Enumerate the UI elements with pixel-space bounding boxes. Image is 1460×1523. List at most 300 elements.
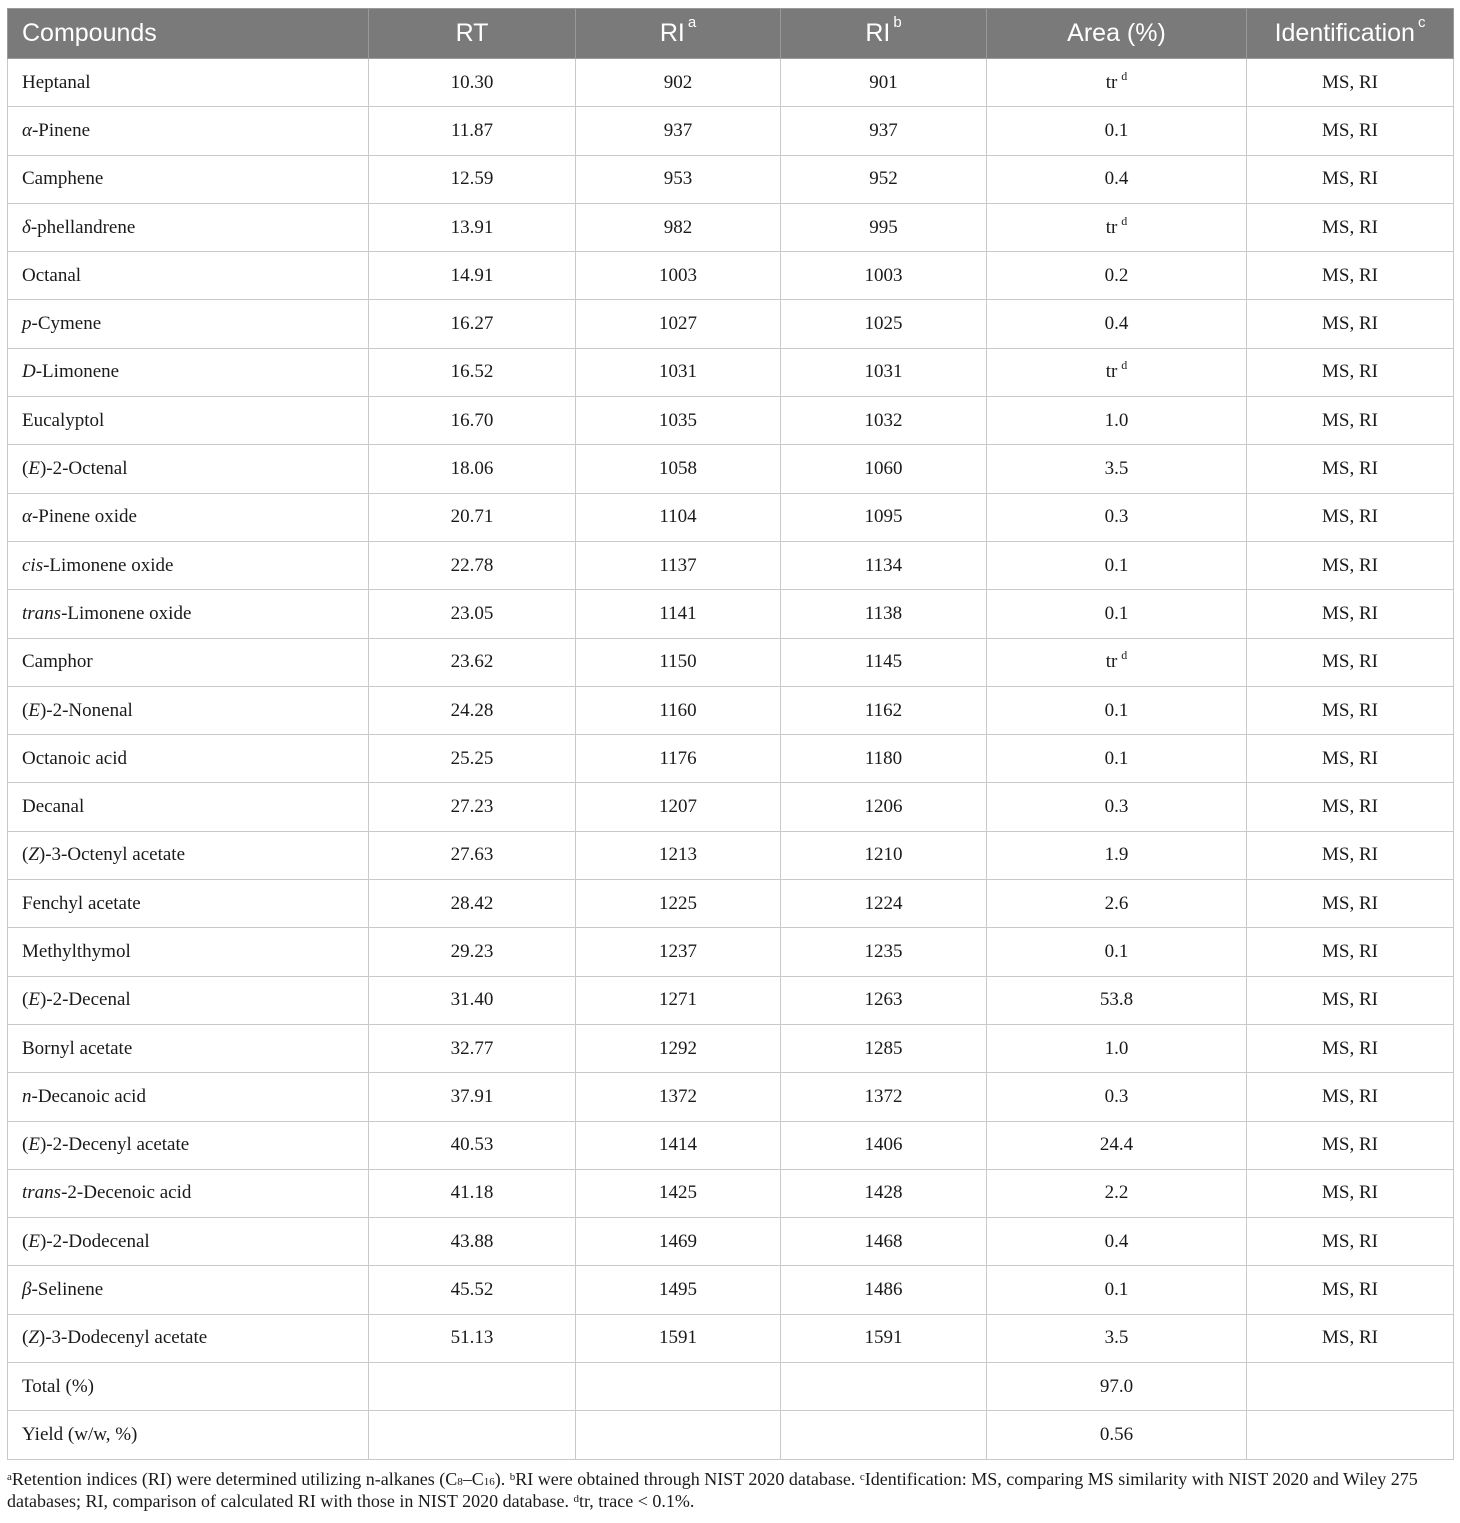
compound-name-part: Yield (w/w, %) (22, 1423, 138, 1445)
area-cell (987, 1363, 1247, 1411)
ri-b-cell: 1406 (781, 1121, 987, 1169)
header-ri-a: RI $^a$ (576, 9, 781, 59)
area-value: 97.0 (1099, 1375, 1134, 1397)
area-value: tr (1105, 216, 1118, 238)
rt-cell: 40.53 (369, 1121, 576, 1169)
rt-cell: 11.87 (369, 107, 576, 155)
identification-cell: MS, RI (1247, 1266, 1454, 1314)
footnote-text: Retention indices (RI) were determined utilizing n-alkanes (C (11, 1469, 458, 1489)
compound-name-part: Methylthymol (22, 940, 131, 962)
compound-name-part: ( (22, 458, 29, 480)
compound-name-part: -Limonene (35, 361, 120, 383)
area-value: 0.4 (1104, 313, 1129, 335)
rt-cell: 18.06 (369, 445, 576, 493)
footnote-text: b (509, 1471, 516, 1483)
ri-b-cell: 1025 (781, 300, 987, 348)
compound-name-part: E (28, 458, 40, 480)
area-cell (987, 976, 1247, 1024)
area-value: 3.5 (1104, 1327, 1129, 1349)
header-rt: RT (369, 9, 576, 59)
compound-name-part: α (22, 506, 32, 528)
compound-name-cell (8, 1218, 369, 1266)
area-value: 1.0 (1104, 409, 1129, 431)
footnote-text: RI were obtained through NIST 2020 database. (515, 1469, 860, 1489)
compound-name-part: cis (22, 554, 44, 576)
compound-name-cell (8, 1266, 369, 1314)
area-value: 2.6 (1104, 892, 1129, 914)
compound-name-part: ( (22, 699, 29, 721)
area-footnote-mark: d (1121, 648, 1128, 663)
compound-name-part: Bornyl acetate (22, 1037, 133, 1059)
compound-name-cell (8, 493, 369, 541)
ri-a-cell: 1207 (576, 783, 781, 831)
compound-name-cell (8, 541, 369, 589)
compound-name-part: -Limonene oxide (61, 602, 192, 624)
area-cell (987, 783, 1247, 831)
area-cell (987, 590, 1247, 638)
rt-cell: 16.52 (369, 348, 576, 396)
area-cell (987, 541, 1247, 589)
compound-name-cell (8, 1024, 369, 1072)
compound-name-part: Fenchyl acetate (22, 892, 141, 914)
ri-b-cell: 1162 (781, 686, 987, 734)
compound-name-part: )-2-Octenal (39, 458, 128, 480)
ri-b-cell: 1095 (781, 493, 987, 541)
compound-name-part: -Pinene oxide (31, 506, 137, 528)
compound-name-part: E (28, 1134, 40, 1156)
identification-cell: MS, RI (1247, 976, 1454, 1024)
rt-cell: 28.42 (369, 880, 576, 928)
compound-name-part: trans (22, 1182, 62, 1204)
ri-a-cell: 1035 (576, 397, 781, 445)
rt-cell (369, 1363, 576, 1411)
table-row (8, 1169, 1454, 1217)
ri-b-cell: 1206 (781, 783, 987, 831)
table-row (8, 1411, 1454, 1459)
area-value: 0.4 (1104, 168, 1129, 190)
area-cell (987, 59, 1247, 107)
rt-cell: 41.18 (369, 1169, 576, 1217)
area-cell (987, 1314, 1247, 1362)
table-header-row (8, 9, 1454, 59)
identification-cell (1247, 1411, 1454, 1459)
compound-name-cell (8, 1169, 369, 1217)
ri-a-cell: 1469 (576, 1218, 781, 1266)
rt-cell: 13.91 (369, 203, 576, 251)
ri-b-cell: 1145 (781, 638, 987, 686)
area-cell (987, 1266, 1247, 1314)
footnote-text: tr, trace < 0.1%. (579, 1491, 695, 1511)
ri-b-cell (781, 1363, 987, 1411)
ri-a-cell: 1058 (576, 445, 781, 493)
header-area: Area (%) (987, 9, 1247, 59)
compound-name-part: )-2-Decenal (39, 989, 131, 1011)
compound-name-part: )-3-Dodecenyl acetate (38, 1327, 208, 1349)
area-value: tr (1105, 361, 1118, 383)
ri-a-cell: 1141 (576, 590, 781, 638)
footnote-text: c (859, 1471, 865, 1483)
identification-cell: MS, RI (1247, 300, 1454, 348)
table-row (8, 735, 1454, 783)
ri-b-cell: 1486 (781, 1266, 987, 1314)
footnote-text: 16 (483, 1476, 495, 1488)
area-value: 0.1 (1104, 940, 1129, 962)
footnote-text: a (7, 1471, 12, 1483)
ri-a-cell: 1137 (576, 541, 781, 589)
area-value: 0.1 (1104, 602, 1129, 624)
ri-a-cell: 1104 (576, 493, 781, 541)
compound-name-cell (8, 686, 369, 734)
compound-name-part: α (22, 119, 32, 141)
table-row (8, 976, 1454, 1024)
ri-a-cell: 1003 (576, 252, 781, 300)
identification-cell: MS, RI (1247, 735, 1454, 783)
area-footnote-mark: d (1121, 213, 1128, 228)
compound-name-cell (8, 1411, 369, 1459)
identification-cell: MS, RI (1247, 1121, 1454, 1169)
area-cell (987, 1169, 1247, 1217)
compound-name-cell (8, 928, 369, 976)
rt-cell: 31.40 (369, 976, 576, 1024)
compound-name-cell (8, 155, 369, 203)
compound-name-part: Decanal (22, 796, 85, 818)
table-row (8, 1121, 1454, 1169)
table-row (8, 252, 1454, 300)
identification-cell: MS, RI (1247, 686, 1454, 734)
compound-name-part: Camphor (22, 651, 93, 673)
rt-cell: 23.62 (369, 638, 576, 686)
area-cell (987, 252, 1247, 300)
ri-b-cell: 1003 (781, 252, 987, 300)
table-footnote (7, 1468, 1453, 1512)
area-value: tr (1105, 71, 1118, 93)
identification-cell: MS, RI (1247, 1314, 1454, 1362)
compound-name-cell (8, 976, 369, 1024)
compound-name-part: δ (22, 216, 31, 238)
area-value: tr (1105, 651, 1118, 673)
table-row (8, 638, 1454, 686)
table-row (8, 1218, 1454, 1266)
compound-name-cell (8, 203, 369, 251)
table-row (8, 783, 1454, 831)
identification-cell: MS, RI (1247, 1169, 1454, 1217)
ri-b-cell: 1224 (781, 880, 987, 928)
compound-name-cell (8, 252, 369, 300)
footnote-text: 8 (457, 1476, 463, 1488)
identification-cell: MS, RI (1247, 445, 1454, 493)
ri-b-cell: 901 (781, 59, 987, 107)
area-cell (987, 203, 1247, 251)
table-row (8, 686, 1454, 734)
identification-cell: MS, RI (1247, 203, 1454, 251)
area-value: 3.5 (1104, 458, 1129, 480)
area-value: 0.1 (1104, 699, 1129, 721)
compound-name-cell (8, 590, 369, 638)
compound-name-cell (8, 1073, 369, 1121)
area-value: 0.1 (1104, 1279, 1129, 1301)
compound-name-part: ( (22, 1327, 29, 1349)
area-value: 24.4 (1099, 1134, 1134, 1156)
table-row (8, 59, 1454, 107)
area-value: 0.3 (1104, 506, 1129, 528)
compound-name-part: p (22, 313, 32, 335)
area-cell (987, 1073, 1247, 1121)
table-row (8, 493, 1454, 541)
ri-b-cell: 1372 (781, 1073, 987, 1121)
ri-a-cell: 1160 (576, 686, 781, 734)
area-cell (987, 300, 1247, 348)
ri-b-cell: 1180 (781, 735, 987, 783)
table-row (8, 155, 1454, 203)
rt-cell: 29.23 (369, 928, 576, 976)
identification-cell: MS, RI (1247, 541, 1454, 589)
identification-cell: MS, RI (1247, 493, 1454, 541)
compound-name-part: Total (%) (22, 1375, 95, 1397)
identification-cell: MS, RI (1247, 348, 1454, 396)
ri-a-cell: 1292 (576, 1024, 781, 1072)
area-cell (987, 638, 1247, 686)
compound-name-part: )-2-Decenyl acetate (39, 1134, 190, 1156)
ri-b-cell: 1032 (781, 397, 987, 445)
ri-a-cell: 1414 (576, 1121, 781, 1169)
table-row (8, 203, 1454, 251)
rt-cell: 20.71 (369, 493, 576, 541)
rt-cell: 22.78 (369, 541, 576, 589)
identification-cell: MS, RI (1247, 590, 1454, 638)
identification-cell: MS, RI (1247, 1073, 1454, 1121)
area-value: 0.4 (1104, 1230, 1129, 1252)
compound-name-part: Camphene (22, 168, 104, 190)
ri-a-cell: 953 (576, 155, 781, 203)
table-row (8, 1314, 1454, 1362)
ri-a-cell: 1372 (576, 1073, 781, 1121)
ri-a-cell (576, 1363, 781, 1411)
compound-name-part: n (22, 1085, 32, 1107)
area-value: 0.1 (1104, 747, 1129, 769)
table-row (8, 928, 1454, 976)
ri-b-cell: 952 (781, 155, 987, 203)
area-value: 0.56 (1099, 1423, 1134, 1445)
rt-cell: 32.77 (369, 1024, 576, 1072)
area-cell (987, 397, 1247, 445)
rt-cell: 51.13 (369, 1314, 576, 1362)
table-row (8, 1266, 1454, 1314)
ri-a-cell: 902 (576, 59, 781, 107)
ri-a-cell: 1237 (576, 928, 781, 976)
area-cell (987, 1024, 1247, 1072)
compound-name-cell (8, 397, 369, 445)
identification-cell: MS, RI (1247, 1024, 1454, 1072)
footnote-text: ). (494, 1469, 510, 1489)
ri-a-cell (576, 1411, 781, 1459)
area-value: 1.0 (1104, 1037, 1129, 1059)
compound-name-part: )-2-Dodecenal (39, 1230, 150, 1252)
ri-a-cell: 1176 (576, 735, 781, 783)
compound-name-cell (8, 107, 369, 155)
header-identification: Identification $^c$ (1247, 9, 1454, 59)
area-cell (987, 155, 1247, 203)
header-compounds: Compounds (8, 9, 369, 59)
area-value: 0.3 (1104, 1085, 1129, 1107)
ri-a-cell: 1495 (576, 1266, 781, 1314)
area-value: 0.1 (1104, 554, 1129, 576)
ri-b-cell: 1591 (781, 1314, 987, 1362)
identification-cell: MS, RI (1247, 880, 1454, 928)
area-cell (987, 1218, 1247, 1266)
rt-cell: 25.25 (369, 735, 576, 783)
area-value: 2.2 (1104, 1182, 1129, 1204)
rt-cell (369, 1411, 576, 1459)
rt-cell: 12.59 (369, 155, 576, 203)
ri-b-cell: 995 (781, 203, 987, 251)
rt-cell: 16.27 (369, 300, 576, 348)
rt-cell: 27.63 (369, 831, 576, 879)
compound-name-cell (8, 831, 369, 879)
area-value: 0.3 (1104, 796, 1129, 818)
compound-name-cell (8, 1121, 369, 1169)
table-row (8, 445, 1454, 493)
ri-a-cell: 1425 (576, 1169, 781, 1217)
identification-cell: MS, RI (1247, 928, 1454, 976)
ri-b-cell (781, 1411, 987, 1459)
area-footnote-mark: d (1121, 68, 1128, 83)
compound-name-part: Z (28, 844, 39, 866)
compound-name-part: )-3-Octenyl acetate (38, 844, 186, 866)
rt-cell: 43.88 (369, 1218, 576, 1266)
ri-a-cell: 1213 (576, 831, 781, 879)
table-row (8, 541, 1454, 589)
table-row (8, 831, 1454, 879)
ri-a-cell: 982 (576, 203, 781, 251)
rt-cell: 14.91 (369, 252, 576, 300)
identification-cell (1247, 1363, 1454, 1411)
ri-b-cell: 937 (781, 107, 987, 155)
compound-name-cell (8, 348, 369, 396)
area-cell (987, 1411, 1247, 1459)
ri-a-cell: 1591 (576, 1314, 781, 1362)
ri-b-cell: 1235 (781, 928, 987, 976)
area-cell (987, 735, 1247, 783)
table-row (8, 300, 1454, 348)
compound-name-cell (8, 1314, 369, 1362)
ri-b-cell: 1263 (781, 976, 987, 1024)
rt-cell: 24.28 (369, 686, 576, 734)
ri-b-cell: 1031 (781, 348, 987, 396)
identification-cell: MS, RI (1247, 252, 1454, 300)
area-cell (987, 1121, 1247, 1169)
compound-name-part: ( (22, 1230, 29, 1252)
compound-name-part: -Decanoic acid (31, 1085, 146, 1107)
rt-cell: 37.91 (369, 1073, 576, 1121)
area-footnote-mark: d (1121, 358, 1128, 373)
area-value: 0.1 (1104, 119, 1129, 141)
compound-name-part: D (22, 361, 36, 383)
header-ri-b: RI $^b$ (781, 9, 987, 59)
ri-a-cell: 1027 (576, 300, 781, 348)
compound-name-part: )-2-Nonenal (39, 699, 133, 721)
area-cell (987, 928, 1247, 976)
identification-cell: MS, RI (1247, 155, 1454, 203)
identification-cell: MS, RI (1247, 1218, 1454, 1266)
footnote-text: d (573, 1493, 580, 1505)
compound-name-part: Octanal (22, 264, 82, 286)
compound-name-cell (8, 783, 369, 831)
compound-name-cell (8, 445, 369, 493)
compound-name-part: Heptanal (22, 71, 91, 93)
table-row (8, 397, 1454, 445)
compound-name-part: ( (22, 1134, 29, 1156)
compound-name-part: -Selinene (31, 1279, 104, 1301)
identification-cell: MS, RI (1247, 783, 1454, 831)
ri-b-cell: 1134 (781, 541, 987, 589)
compound-name-part: E (28, 1230, 40, 1252)
area-cell (987, 493, 1247, 541)
table-row (8, 880, 1454, 928)
ri-b-cell: 1468 (781, 1218, 987, 1266)
compound-name-cell (8, 735, 369, 783)
area-value: 1.9 (1104, 844, 1129, 866)
table-row (8, 1363, 1454, 1411)
identification-cell: MS, RI (1247, 638, 1454, 686)
ri-a-cell: 1225 (576, 880, 781, 928)
compound-name-part: Z (28, 1327, 39, 1349)
footnote-text: Identification: MS, comparing MS similarity with NIST 2020 and Wiley 275 databases; RI, comparison of calculated RI with those in NIST 2020 database. (7, 1469, 1418, 1511)
ri-b-cell: 1285 (781, 1024, 987, 1072)
ri-a-cell: 937 (576, 107, 781, 155)
table-row (8, 1024, 1454, 1072)
area-cell (987, 107, 1247, 155)
compound-name-cell (8, 300, 369, 348)
compound-name-part: -Pinene (31, 119, 91, 141)
compound-name-cell (8, 1363, 369, 1411)
rt-cell: 27.23 (369, 783, 576, 831)
compound-name-part: ( (22, 844, 29, 866)
compound-name-part: Octanoic acid (22, 747, 127, 769)
ri-a-cell: 1031 (576, 348, 781, 396)
compound-name-part: -2-Decenoic acid (61, 1182, 192, 1204)
ri-b-cell: 1138 (781, 590, 987, 638)
table-row (8, 590, 1454, 638)
compound-name-part: -Limonene oxide (43, 554, 174, 576)
area-value: 0.2 (1104, 264, 1129, 286)
area-value: 53.8 (1099, 989, 1134, 1011)
identification-cell: MS, RI (1247, 107, 1454, 155)
table-row (8, 1073, 1454, 1121)
compound-name-part: trans (22, 602, 62, 624)
rt-cell: 16.70 (369, 397, 576, 445)
identification-cell: MS, RI (1247, 831, 1454, 879)
compound-name-part: E (28, 699, 40, 721)
compound-name-part: ( (22, 989, 29, 1011)
compound-name-part: -Cymene (31, 313, 102, 335)
compound-name-cell (8, 880, 369, 928)
compound-name-part: -phellandrene (30, 216, 136, 238)
rt-cell: 23.05 (369, 590, 576, 638)
area-cell (987, 348, 1247, 396)
compound-name-part: β (22, 1279, 32, 1301)
rt-cell: 45.52 (369, 1266, 576, 1314)
ri-a-cell: 1271 (576, 976, 781, 1024)
area-cell (987, 831, 1247, 879)
ri-b-cell: 1060 (781, 445, 987, 493)
compound-name-part: Eucalyptol (22, 409, 105, 431)
table-row (8, 107, 1454, 155)
table-row (8, 348, 1454, 396)
area-cell (987, 686, 1247, 734)
ri-b-cell: 1210 (781, 831, 987, 879)
identification-cell: MS, RI (1247, 59, 1454, 107)
rt-cell: 10.30 (369, 59, 576, 107)
